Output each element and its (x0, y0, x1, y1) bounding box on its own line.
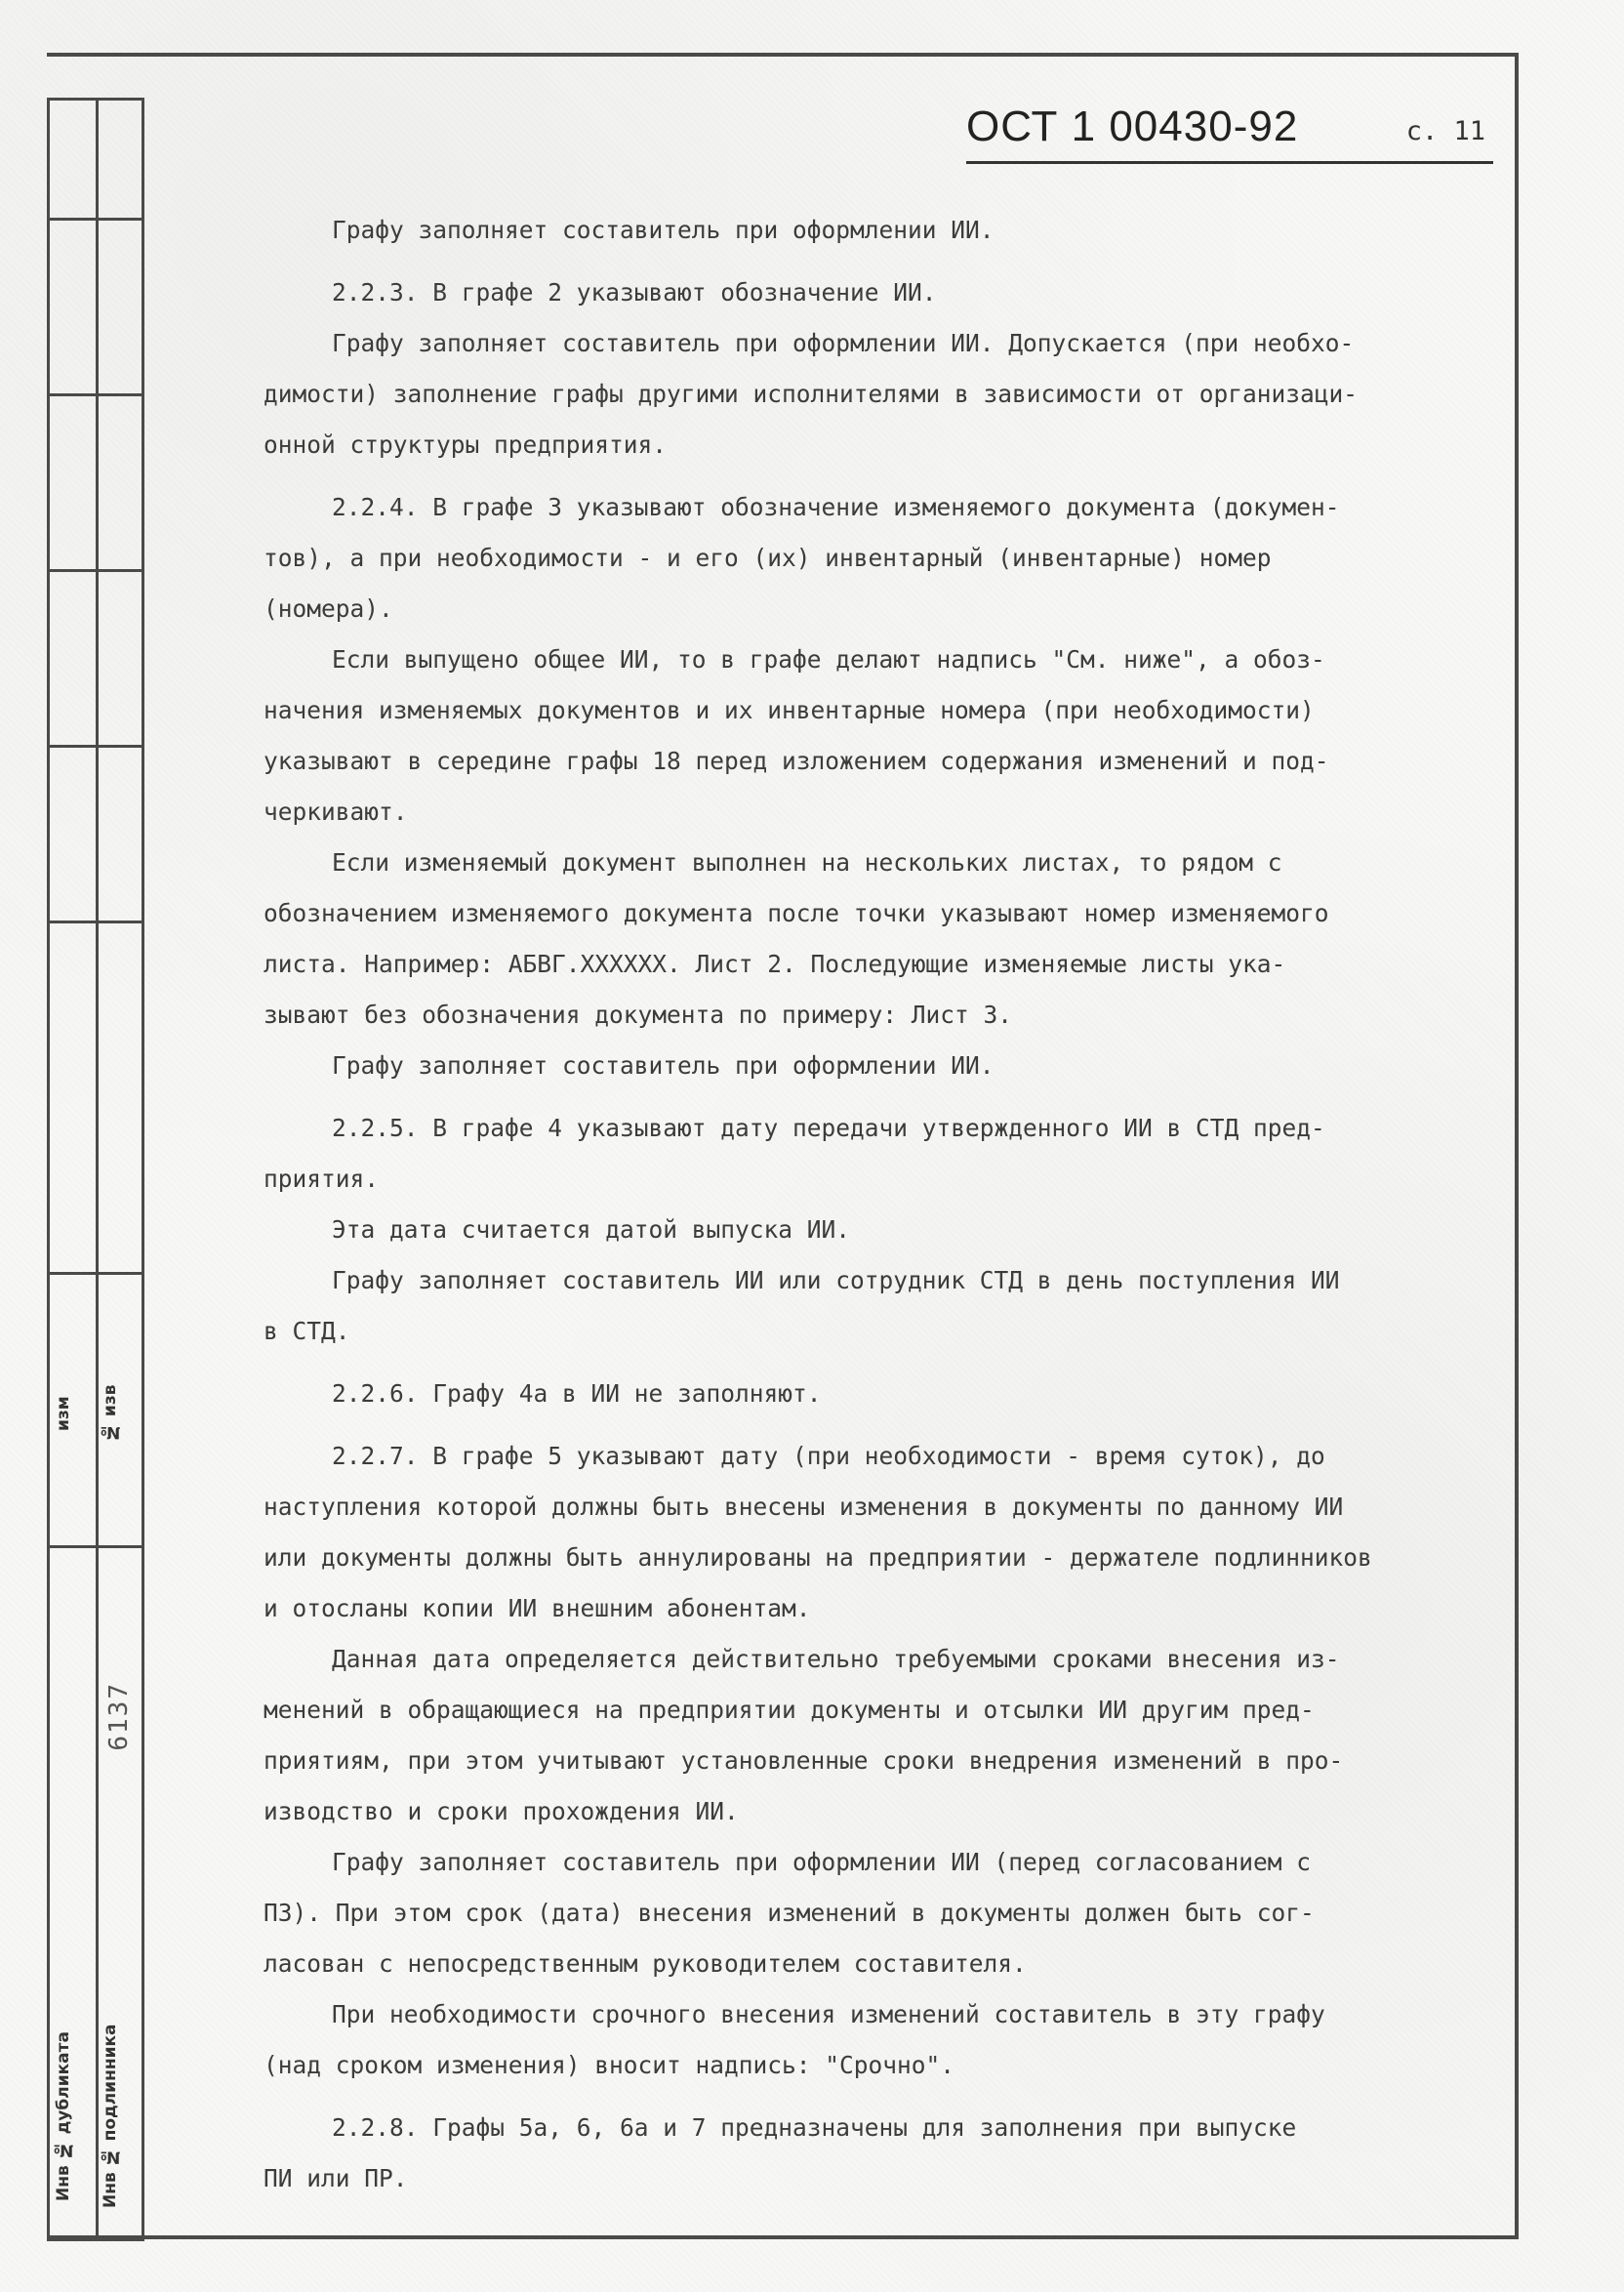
page-number: с. 11 (1405, 116, 1485, 146)
paragraph (264, 482, 1474, 634)
text-line: 2.2.5. В графе 4 указывают дату передачи утвержденного ИИ в СТД пред- (332, 1114, 1325, 1142)
page-header (966, 102, 1493, 164)
paragraph (264, 267, 1474, 318)
document-code: ОСТ 1 00430-92 (966, 102, 1299, 150)
text-line: приятиям, при этом учитывают установленные сроки внедрения изменений в про- (264, 1746, 1344, 1775)
text-line: 2.2.6. Графу 4а в ИИ не заполняют. (332, 1379, 822, 1408)
paragraph (264, 1989, 1474, 2091)
strip-row-line (50, 1545, 142, 1548)
paragraph (264, 634, 1474, 838)
left-margin-strip (47, 98, 144, 2241)
strip-row-line (50, 1272, 142, 1275)
text-line: Данная дата определяется действительно требуемыми сроками внесения из- (332, 1645, 1340, 1673)
inventory-number: 6137 (104, 1682, 134, 1751)
strip-column-divider (96, 101, 99, 2238)
izv-label: № изв (101, 1384, 120, 1443)
duplicate-inv-label: Инв № дубликата (54, 2031, 73, 2201)
strip-row-line (50, 745, 142, 748)
text-line: обозначением изменяемого документа после точки указывают номер изменяемого (264, 899, 1329, 927)
text-line: указывают в середине графы 18 перед изложением содержания изменений и под- (264, 747, 1329, 775)
text-line: (над сроком изменения) вносит надпись: "Срочно". (264, 2051, 955, 2079)
paragraph (264, 838, 1474, 1041)
original-inv-label: Инв № подлинника (101, 2024, 120, 2209)
text-line: онной структуры предприятия. (264, 430, 668, 459)
izm-label: изм (54, 1396, 73, 1431)
text-line: Если выпущено общее ИИ, то в графе делают надпись "См. ниже", а обоз- (332, 645, 1325, 674)
text-line: 2.2.8. Графы 5а, 6, 6а и 7 предназначены для заполнения при выпуске (332, 2113, 1297, 2142)
text-line: Графу заполняет составитель при оформлении ИИ (перед согласованием с (332, 1848, 1312, 1876)
paragraph (264, 1634, 1474, 1837)
paragraph (264, 205, 1474, 256)
text-line: черкивают. (264, 798, 408, 826)
text-line: зывают без обозначения документа по примеру: Лист 3. (264, 1001, 1013, 1029)
text-line: Графу заполняет составитель ИИ или сотрудник СТД в день поступления ИИ (332, 1266, 1340, 1294)
text-line: или документы должны быть аннулированы на предприятии - держателе подлинников (264, 1543, 1372, 1572)
text-line: димости) заполнение графы другими исполнителями в зависимости от организаци- (264, 380, 1359, 408)
paragraph (264, 1103, 1474, 1205)
strip-row-line (50, 393, 142, 396)
document-body (264, 205, 1474, 2204)
text-line: При необходимости срочного внесения изменений составитель в эту графу (332, 2000, 1325, 2028)
text-line: Если изменяемый документ выполнен на нескольких листах, то рядом с (332, 848, 1282, 877)
text-line: Эта дата считается датой выпуска ИИ. (332, 1215, 851, 1244)
text-line: Графу заполняет составитель при оформлении ИИ. Допускается (при необхо- (332, 329, 1355, 357)
paragraph (264, 1837, 1474, 1989)
text-line: ласован с непосредственным руководителем составителя. (264, 1949, 1027, 1978)
paragraph (264, 1255, 1474, 1357)
text-line: 2.2.4. В графе 3 указывают обозначение изменяемого документа (докумен- (332, 493, 1340, 521)
text-line: изводство и сроки прохождения ИИ. (264, 1797, 739, 1825)
text-line: 2.2.7. В графе 5 указывают дату (при необходимости - время суток), до (332, 1442, 1325, 1470)
text-line: (номера). (264, 594, 393, 623)
text-line: листа. Например: АБВГ.ХХХХХХ. Лист 2. Последующие изменяемые листы ука- (264, 950, 1286, 978)
text-line: Графу заполняет составитель при оформлении ИИ. (332, 216, 995, 244)
text-line: наступления которой должны быть внесены изменения в документы по данному ИИ (264, 1493, 1344, 1521)
text-line: 2.2.3. В графе 2 указывают обозначение ИИ. (332, 278, 937, 307)
text-line: начения изменяемых документов и их инвентарные номера (при необходимости) (264, 696, 1315, 724)
paragraph (264, 1431, 1474, 1634)
text-line: Графу заполняет составитель при оформлении ИИ. (332, 1051, 995, 1080)
paragraph (264, 1041, 1474, 1091)
text-line: ПЗ). При этом срок (дата) внесения изменений в документы должен быть сог- (264, 1899, 1315, 1927)
text-line: приятия. (264, 1165, 380, 1193)
text-line: и отосланы копии ИИ внешним абонентам. (264, 1594, 811, 1622)
strip-row-line (50, 569, 142, 572)
paragraph (264, 1369, 1474, 1419)
text-line: тов), а при необходимости - и его (их) инвентарный (инвентарные) номер (264, 544, 1272, 572)
text-line: менений в обращающиеся на предприятии документы и отсылки ИИ другим пред- (264, 1696, 1315, 1724)
strip-row-line (50, 921, 142, 923)
paragraph (264, 1205, 1474, 1255)
paragraph (264, 2103, 1474, 2204)
paragraph (264, 318, 1474, 471)
text-line: в СТД. (264, 1317, 350, 1345)
strip-row-line (50, 218, 142, 221)
text-line: ПИ или ПР. (264, 2164, 408, 2192)
